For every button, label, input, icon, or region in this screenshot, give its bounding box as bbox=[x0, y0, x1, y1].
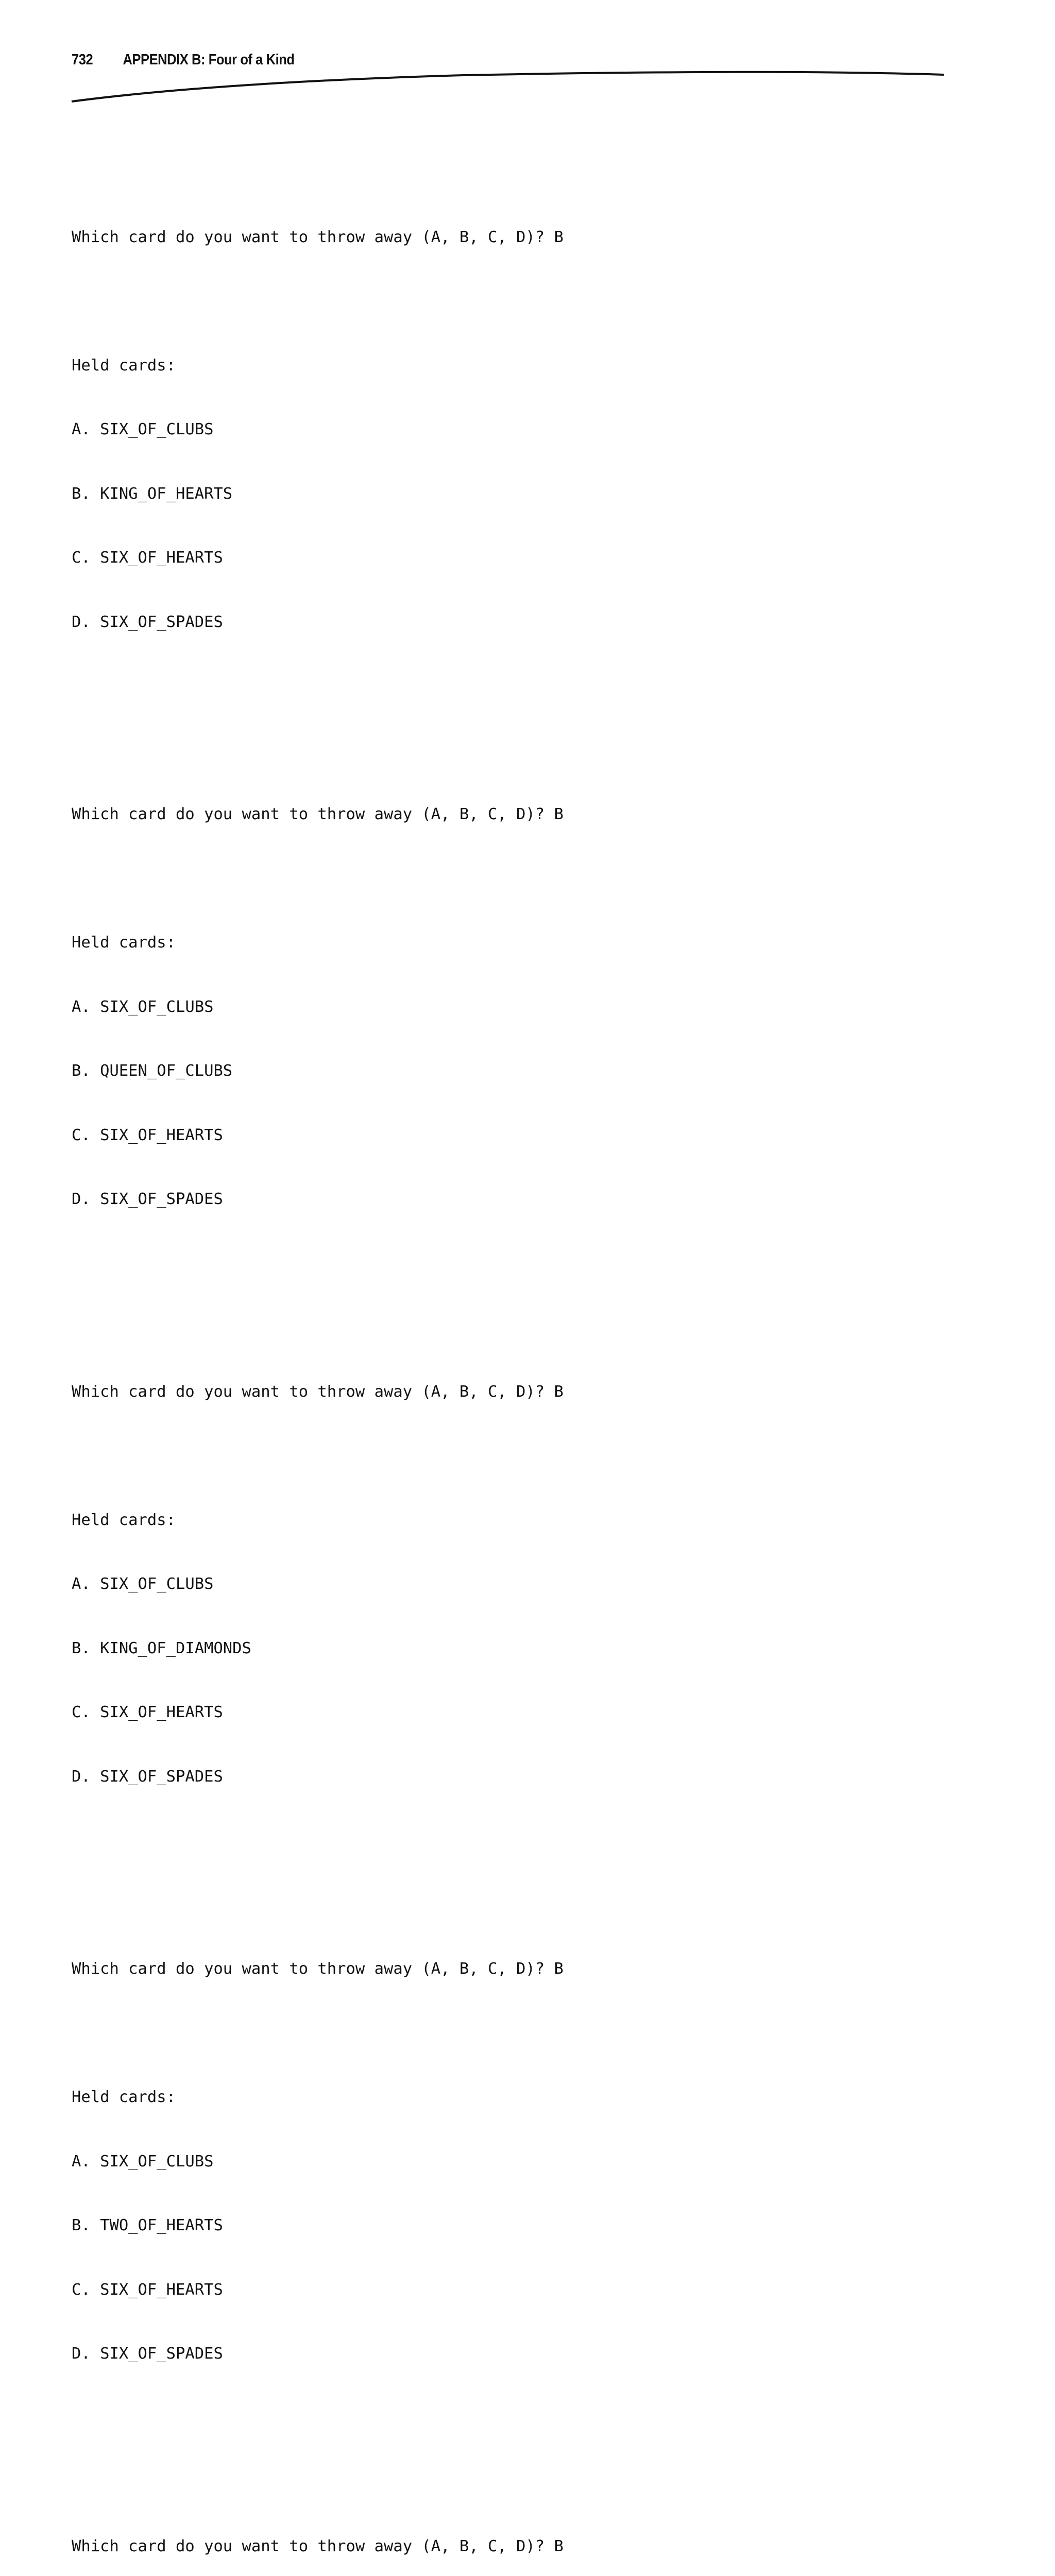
blank-line bbox=[72, 1445, 564, 1467]
held-cards-label: Held cards: bbox=[72, 2087, 564, 2108]
transcript-block bbox=[72, 184, 564, 676]
card-line: C. SIX_OF_HEARTS bbox=[72, 1702, 564, 1723]
card-line: C. SIX_OF_HEARTS bbox=[72, 2279, 564, 2301]
card-line: A. SIX_OF_CLUBS bbox=[72, 419, 564, 440]
card-line: D. SIX_OF_SPADES bbox=[72, 612, 564, 633]
blank-line bbox=[72, 291, 564, 312]
held-cards-label: Held cards: bbox=[72, 355, 564, 377]
card-line: C. SIX_OF_HEARTS bbox=[72, 547, 564, 569]
card-line: B. TWO_OF_HEARTS bbox=[72, 2215, 564, 2236]
card-line: A. SIX_OF_CLUBS bbox=[72, 1573, 564, 1595]
prompt-line: Which card do you want to throw away (A, B, C, D)? B bbox=[72, 804, 564, 825]
card-line: C. SIX_OF_HEARTS bbox=[72, 1125, 564, 1146]
transcript-block bbox=[72, 761, 564, 1253]
card-line: D. SIX_OF_SPADES bbox=[72, 1189, 564, 1210]
card-line: D. SIX_OF_SPADES bbox=[72, 1766, 564, 1788]
card-line: A. SIX_OF_CLUBS bbox=[72, 996, 564, 1018]
header-swoosh-line bbox=[72, 72, 944, 101]
prompt-line: Which card do you want to throw away (A, B, C, D)? B bbox=[72, 1958, 564, 1980]
card-line: A. SIX_OF_CLUBS bbox=[72, 2151, 564, 2173]
card-line: B. KING_OF_DIAMONDS bbox=[72, 1638, 564, 1659]
transcript-block bbox=[72, 1338, 564, 1831]
prompt-line: Which card do you want to throw away (A, B, C, D)? B bbox=[72, 227, 564, 248]
held-cards-label: Held cards: bbox=[72, 932, 564, 954]
card-line: B. KING_OF_HEARTS bbox=[72, 483, 564, 505]
blank-line bbox=[72, 868, 564, 890]
running-title: APPENDIX B: Four of a Kind bbox=[123, 52, 294, 69]
transcript-block bbox=[72, 1916, 564, 2408]
transcript-block bbox=[72, 2493, 564, 2576]
console-transcript bbox=[72, 120, 564, 2576]
running-header bbox=[72, 48, 295, 71]
prompt-line: Which card do you want to throw away (A, B, C, D)? B bbox=[72, 1381, 564, 1403]
held-cards-label: Held cards: bbox=[72, 1510, 564, 1531]
blank-line bbox=[72, 2023, 564, 2044]
prompt-line: Which card do you want to throw away (A, B, C, D)? B bbox=[72, 2536, 564, 2557]
card-line: D. SIX_OF_SPADES bbox=[72, 2343, 564, 2365]
page-number: 732 bbox=[72, 52, 123, 69]
card-line: B. QUEEN_OF_CLUBS bbox=[72, 1060, 564, 1082]
